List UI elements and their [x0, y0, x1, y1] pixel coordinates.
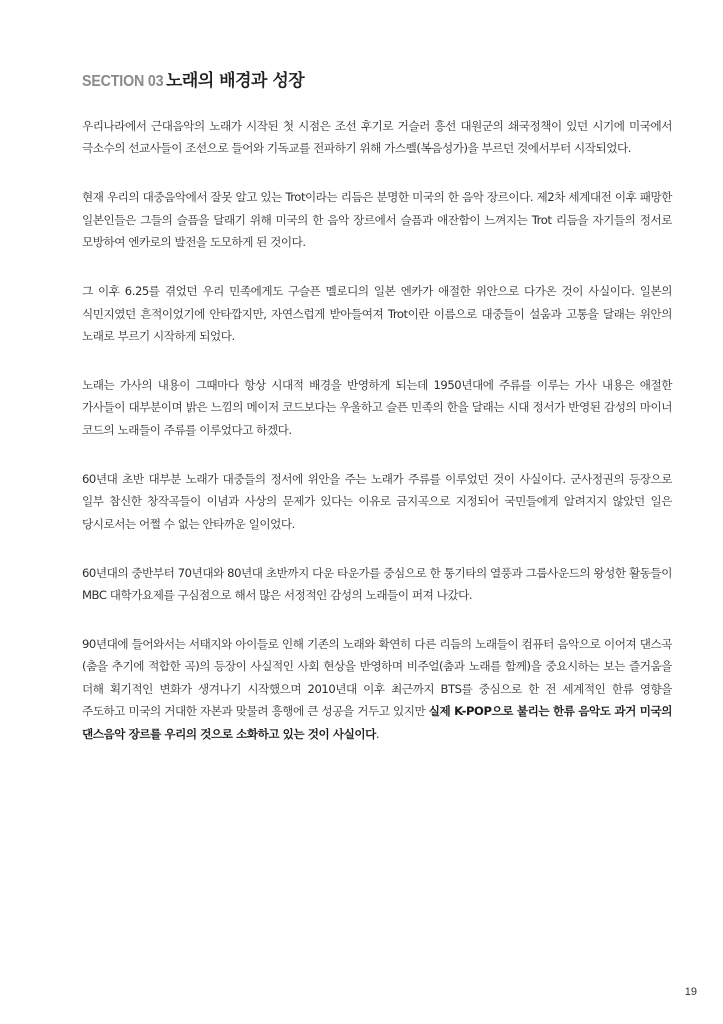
paragraph-1: 우리나라에서 근대음악의 노래가 시작된 첫 시점은 조선 후기로 거슬러 흥선 대원군의 쇄국정책이 있던 시기에 미국에서 극소수의 선교사들이 조선으로 들어와 기독교를 전파하기 위해 가스펠(복음성가)을 부르던 것에서부터 시작되었다. [82, 119, 672, 156]
section-label: SECTION 03 [82, 73, 164, 90]
paragraph-7-end: . [375, 726, 380, 741]
paragraph-6: 60년대의 중반부터 70년대와 80년대 초반까지 다운 타운가를 중심으로 한 통기타의 열풍과 그룹사운드의 왕성한 활동들이 MBC 대학가요제를 구심점으로 해서 많은 서정적인 감성의 노래들이 퍼져 나갔다. [82, 565, 672, 603]
section-header [82, 66, 304, 91]
paragraph-7-emphasis: 실제 K-POP으로 불리는 한류 음악도 과거 미국의 댄스음악 장르를 우리의 것으로 소화하고 있는 것이 사실이다 [82, 704, 672, 741]
body-text [82, 115, 672, 772]
paragraph-7 [82, 633, 672, 745]
paragraph-2: 현재 우리의 대중음악에서 잘못 알고 있는 Trot이라는 리듬은 분명한 미국의 한 음악 장르이다. 제2차 세계대전 이후 패망한 일본인들은 그들의 슬픔을 달래기 위해 미국의 한 음악 장르에서 슬픔과 애잔함이 느껴지는 Trot 리듬을 자기들의 정서로 모방하여 엔카로의 발전을 도모하게 된 것이다. [82, 190, 672, 250]
page-number: 19 [684, 986, 697, 998]
paragraph-7-text: 90년대에 들어와서는 서태지와 아이들로 인해 기존의 노래와 확연히 다른 리듬의 노래들이 컴퓨터 음악으로 이어져 댄스곡(춤을 추기에 적합한 곡)의 등장이 사실적인 사회 현상을 반영하며 비주얼(춤과 노래를 함께)을 중요시하는 보는 즐거움을 더해 획기적인 변화가 생겨나기 시작했으며 2010년대 이후 최근까지 BTS를 중심으로 한 전 세계적인 한류 영향을 주도하고 미국의 거대한 자본과 맞물려 흥행에 큰 성공을 거두고 있지만 [82, 637, 672, 719]
paragraph-4: 노래는 가사의 내용이 그때마다 항상 시대적 배경을 반영하게 되는데 1950년대에 주류를 이루는 가사 내용은 애절한 가사들이 대부분이며 밝은 느낌의 메이저 코드보다는 우울하고 슬픈 민족의 한을 달래는 시대 정서가 반영된 감성의 마이너 코드의 노래들이 주류를 이루었다고 하겠다. [82, 378, 672, 437]
section-title: 노래의 배경과 성장 [166, 71, 305, 91]
paragraph-5: 60년대 초반 대부분 노래가 대중들의 정서에 위안을 주는 노래가 주류를 이루었던 것이 사실이다. 군사정권의 등장으로 일부 참신한 창작곡들이 이념과 사상의 문제가 있다는 이유로 금지곡으로 지정되어 국민들에게 알려지지 않았던 일은 당시로서는 어쩔 수 없는 안타까운 일이었다. [82, 471, 672, 531]
paragraph-3: 그 이후 6.25를 겪었던 우리 민족에게도 구슬픈 멜로디의 일본 엔카가 애절한 위안으로 다가온 것이 사실이다. 일본의 식민지였던 흔적이었기에 안타깝지만, 자연스럽게 받아들여져 Trot이란 이름으로 대중들이 설움과 고통을 달래는 위안의 노래로 부르기 시작하게 되었다. [82, 284, 672, 344]
